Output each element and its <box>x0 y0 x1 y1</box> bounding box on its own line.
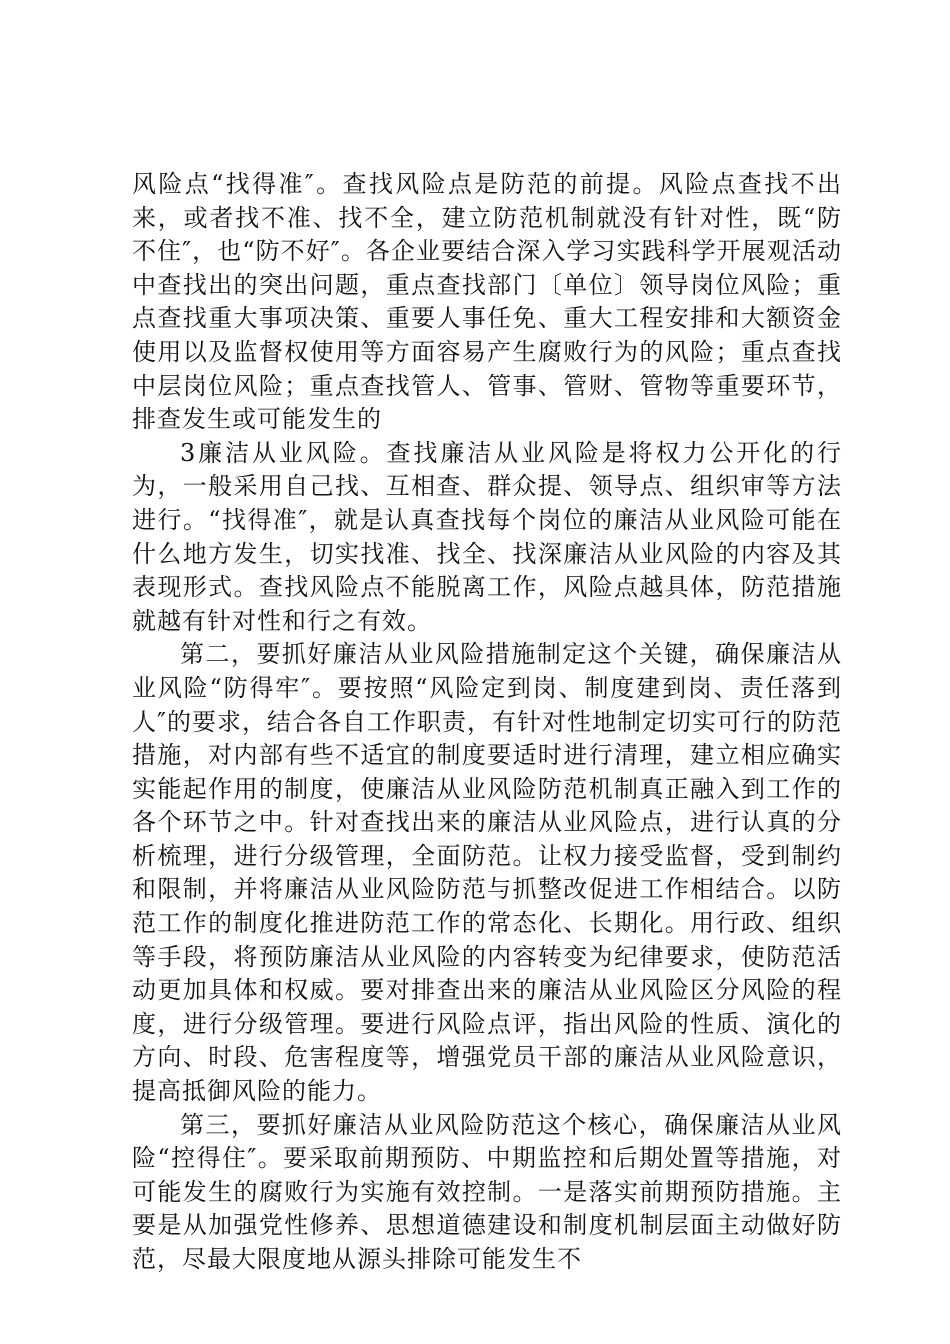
paragraph-third-prevention: 第三，要抓好廉洁从业风险防范这个核心，确保廉洁从业风险“控得住″。要采取前期预防、中期监控和后期处置等措施，对可能发生的腐败行为实施有效控制。一是落实前期预防措施。主要是从加强党性修养、思想道德建设和制度机制层面主动做好防范，尽最大限度地从源头排除可能发生不 <box>132 1110 842 1273</box>
paragraph-second-measures: 第二，要抓好廉洁从业风险措施制定这个关键，确保廉洁从业风险“防得牢″。要按照“风险定到岗、制度建到岗、责任落到人″的要求，结合各自工作职责，有针对性地制定切实可行的防范措施，对内部有些不适宜的制度要适时进行清理，建立相应确实实能起作用的制度，使廉洁从业风险防范机制真正融入到工作的各个环节之中。针对查找出来的廉洁从业风险点，进行认真的分析梳理，进行分级管理，全面防范。让权力接受监督，受到制约和限制，并将廉洁从业风险防范与抓整改促进工作相结合。以防范工作的制度化推进防范工作的常态化、长期化。用行政、组织等手段，将预防廉洁从业风险的内容转变为纪律要求，使防范活动更加具体和权威。要对排查出来的廉洁从业风险区分风险的程度，进行分级管理。要进行风险点评，指出风险的性质、演化的方向、时段、危害程度等，增强党员干部的廉洁从业风险意识，提高抵御风险的能力。 <box>132 640 842 1106</box>
document-body <box>132 168 842 1277</box>
paragraph-risk-identification: 风险点“找得准″。查找风险点是防范的前提。风险点查找不出来，或者找不准、找不全，建立防范机制就没有针对性，既“防不住″，也“防不好″。各企业要结合深入学习实践科学开展观活动中查找出的突出问题，重点查找部门〔单位〕领导岗位风险；重点查找重大事项决策、重要人事任免、重大工程安排和大额资金使用以及监督权使用等方面容易产生腐败行为的风险；重点查找中层岗位风险；重点查找管人、管事、管财、管物等重要环节，排查发生或可能发生的 <box>132 170 842 434</box>
paragraph-integrity-risk: 3廉洁从业风险。查找廉洁从业风险是将权力公开化的行为，一般采用自己找、互相查、群众提、领导点、组织审等方法进行。“找得准″，就是认真查找每个岗位的廉洁从业风险可能在什么地方发生，切实找准、找全、找深廉洁从业风险的内容及其表现形式。查找风险点不能脱离工作，风险点越具体，防范措施就越有针对性和行之有效。 <box>132 438 842 635</box>
